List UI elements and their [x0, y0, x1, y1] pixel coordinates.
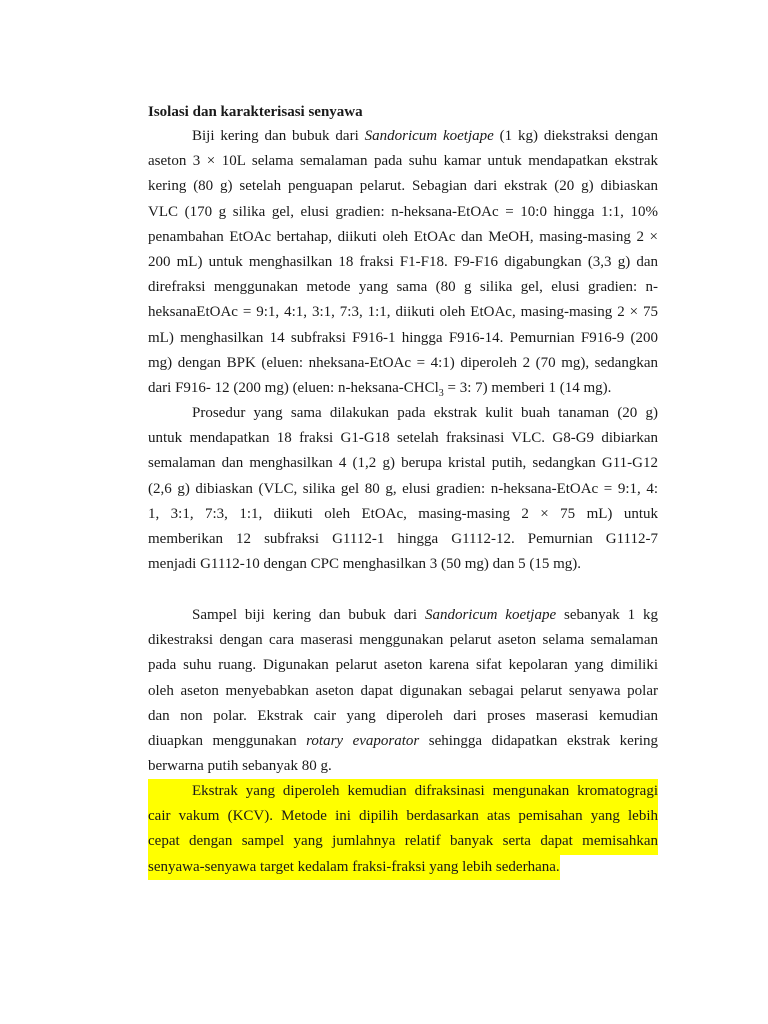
- p3-line: pada suhu ruang. Digunakan pelarut aseton karena sifat kepolaran yang dimiliki: [148, 657, 658, 674]
- p2-line: untuk mendapatkan 18 fraksi G1-G18 setelah fraksinasi VLC. G8-G9 dibiarkan: [148, 430, 658, 447]
- p4-line-last: senyawa-senyawa target kedalam fraksi-fraksi yang lebih sederhana.: [148, 855, 560, 880]
- paragraph-maceration: [148, 603, 658, 779]
- p3-line: dikestraksi dengan cara maserasi menggunakan pelarut aseton selama semalaman: [148, 632, 658, 649]
- p2-line: Prosedur yang sama dilakukan pada ekstrak kulit buah tanaman (20 g): [192, 405, 658, 421]
- p1-line: heksanaEtOAc = 9:1, 4:1, 3:1, 7:3, 1:1, diikuti oleh EtOAc, masing-masing 2 × 75: [148, 304, 658, 321]
- p1-line: VLC (170 g silika gel, elusi gradien: n-heksana-EtOAc = 10:0 hingga 1:1, 10%: [148, 203, 658, 220]
- p1-line: 200 mL) untuk menghasilkan 18 fraksi F1-F18. F9-F16 digabungkan (3,3 g) dan: [148, 254, 658, 271]
- paragraph-highlighted-kcv: [148, 779, 658, 880]
- p3-line: oleh aseton menyebabkan aseton dapat digunakan sebagai pelarut senyawa polar: [148, 682, 658, 699]
- p1-line: aseton 3 × 10L selama semalaman pada suhu kamar untuk mendapatkan ekstrak: [148, 153, 658, 170]
- paragraph-isolation-seeds: [148, 124, 658, 401]
- p1-line: kering (80 g) setelah penguapan pelarut. Sebagian dari ekstrak (20 g) dibiaskan: [148, 178, 658, 195]
- p2-line: 1, 3:1, 7:3, 1:1, diikuti oleh EtOAc, masing-masing 2 × 75 mL) untuk: [148, 505, 658, 522]
- p1-line: Biji kering dan bubuk dari Sandoricum koetjape (1 kg) diekstraksi dengan: [192, 128, 659, 144]
- p3-line: dan non polar. Ekstrak cair yang diperoleh dari proses maserasi kemudian: [148, 707, 658, 724]
- p4-line: cepat dengan sampel yang jumlahnya relatif banyak serta dapat memisahkan: [148, 829, 658, 854]
- species-name: Sandoricum koetjape: [364, 128, 494, 144]
- p1-line-last: dari F916- 12 (200 mg) (eluen: n-heksana-CHCl$_3$ = 3: 7) memberi 1 (14 mg).: [148, 380, 612, 400]
- p3-line: Sampel biji kering dan bubuk dari Sandoricum koetjape sebanyak 1 kg: [192, 607, 659, 623]
- p2-line: memberikan 12 subfraksi G1112-1 hingga G1112-12. Pemurnian G1112-7: [148, 531, 658, 548]
- equipment-name: rotary evaporator: [306, 733, 420, 750]
- p4-line: Ekstrak yang diperoleh kemudian difraksinasi mengunakan kromatogragi: [148, 779, 658, 804]
- section-heading: Isolasi dan karakterisasi senyawa: [148, 104, 363, 120]
- p1-line: direfraksi menggunakan metode yang sama (80 g silika gel, elusi gradien: n-: [148, 279, 658, 296]
- p1-line: mL) menghasilkan 14 subfraksi F916-1 hingga F916-14. Pemurnian F916-9 (200: [148, 329, 658, 346]
- p3-line-last: berwarna putih sebanyak 80 g.: [148, 758, 332, 775]
- p4-line: cair vakum (KCV). Metode ini dipilih berdasarkan atas pemisahan yang lebih: [148, 804, 658, 829]
- species-name: Sandoricum koetjape: [424, 607, 557, 623]
- p1-line: penambahan EtOAc bertahap, diikuti oleh EtOAc dan MeOH, masing-masing 2 ×: [148, 228, 658, 245]
- paragraph-fruit-peel: [148, 401, 658, 577]
- p1-line: mg) dengan BPK (eluen: nheksana-EtOAc = 4:1) diperoleh 2 (70 mg), sedangkan: [148, 354, 658, 371]
- p2-line: semalaman dan menghasilkan 4 (1,2 g) berupa kristal putih, sedangkan G11-G12: [148, 455, 658, 472]
- p2-line-last: menjadi G1112-10 dengan CPC menghasilkan 3 (50 mg) dan 5 (15 mg).: [148, 556, 581, 573]
- p3-line: diuapkan menggunakan rotary evaporator sehingga didapatkan ekstrak kering: [148, 733, 658, 750]
- p2-line: (2,6 g) dibiaskan (VLC, silika gel 80 g, elusi gradien: n-heksana-EtOAc = 9:1, 4:: [148, 480, 658, 497]
